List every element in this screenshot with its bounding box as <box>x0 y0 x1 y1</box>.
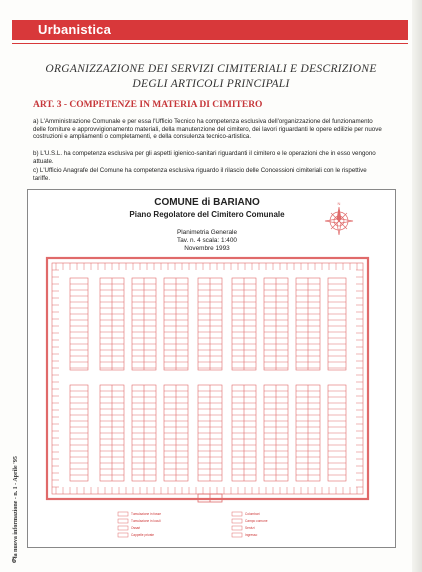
article-paragraph-c: c) L'Ufficio Anagrafe del Comune ha competenza esclusiva riguardo il rilascio delle Concessioni cimiteriali con le rispettive tariffe. <box>33 167 367 182</box>
legend-item: Colombari <box>245 512 260 516</box>
plan-scale: Tav. n. 4 scala: 1:400 <box>177 237 237 244</box>
burial-blocks <box>70 278 346 481</box>
article-paragraph-a: a) L'Amministrazione Comunale e per essa l'Ufficio Tecnico ha competenza esclusiva dell'organizzazione del funzionamento delle forniture e approvvigionamento materiali, della manutenzione del cimitero, dei lavori riguardanti le opere edilizie per nuove costruzioni e ampliamenti o completamenti, e della consulenza tecnico-artistica. <box>33 118 382 141</box>
page-number: 6 <box>12 556 16 565</box>
legend-item: Tumulazione in loculi <box>131 519 161 523</box>
section-label: Urbanistica <box>38 22 112 37</box>
article-heading: ART. 3 - COMPETENZE IN MATERIA DI CIMITERO <box>33 100 263 110</box>
legend-item: Tumulazione in fosse <box>131 512 162 516</box>
plan-sheet: Planimetria Generale <box>176 229 238 236</box>
page-title-line2: DEGLI ARTICOLI PRINCIPALI <box>132 78 290 90</box>
plan-comune: COMUNE di BARIANO <box>154 197 260 208</box>
compass-north-label: N <box>337 201 341 206</box>
page-title-line1: ORGANIZZAZIONE DEI SERVIZI CIMITERIALI E DESCRIZIONE <box>45 63 377 75</box>
article-paragraph-b: b) L'U.S.L. ha competenza esclusiva per gli aspetti igienico-sanitari riguardanti il cimitero e le operazioni che in esso vengono attuate. <box>33 150 376 165</box>
legend-item: Ossari <box>131 526 141 530</box>
publication-side-text: la nuova informazione - n. 1 - Aprile '95 <box>13 456 19 558</box>
legend-item: Ingresso <box>245 533 258 537</box>
plan-date: Novembre 1993 <box>184 245 230 252</box>
legend-item: Cappelle private <box>131 533 155 537</box>
plan-subtitle: Piano Regolatore del Cimitero Comunale <box>129 210 285 219</box>
legend-item: Servizi <box>245 526 255 530</box>
legend-item: Campo comune <box>245 519 268 523</box>
compass-rose-icon <box>325 207 353 235</box>
